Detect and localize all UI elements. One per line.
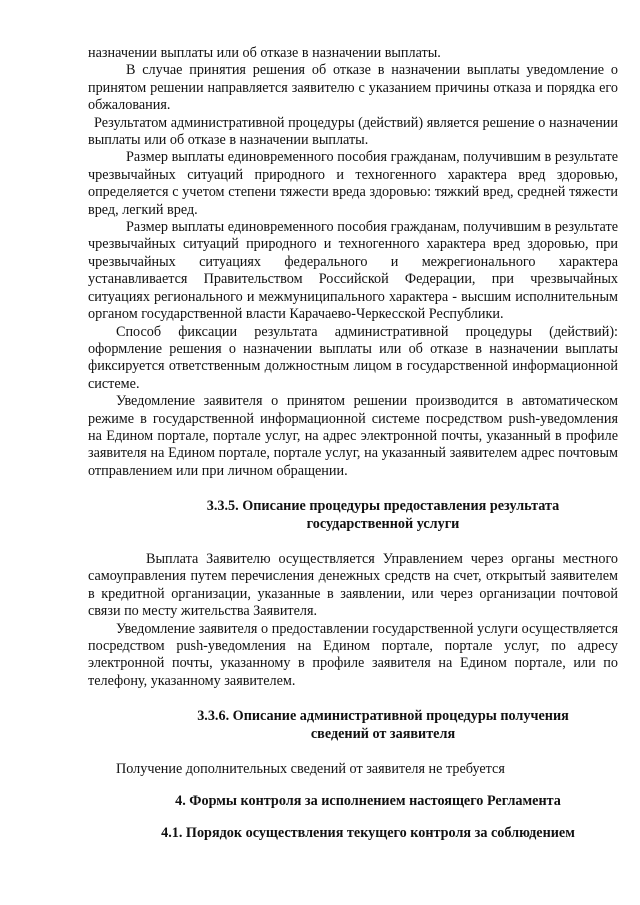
section-heading-4: 4. Формы контроля за исполнением настоящего Регламента bbox=[175, 793, 561, 810]
section-heading-3-3-5-line1: 3.3.5. Описание процедуры предоставления результата bbox=[206, 498, 560, 515]
paragraph-continuation: назначении выплаты или об отказе в назначении выплаты. bbox=[88, 45, 441, 61]
paragraph-no-additional-info: Получение дополнительных сведений от заявителя не требуется bbox=[116, 761, 505, 778]
paragraph-procedure-result: Результатом административной процедуры (действий) является решение о назначении выплаты или об отказе в назначении выплаты. bbox=[88, 114, 618, 149]
document-body bbox=[88, 45, 618, 842]
paragraph-payment-size-government: Размер выплаты единовременного пособия гражданам, получившим в результате чрезвычайных ситуаций природного и техногенного характера вред здоровью, при чрезвычайных ситуациях федерального и межрегионального характера устанавливается Правительством Российской Федерации, при чрезвычайных ситуациях регионального и межмуниципального характера - высшим исполнительным органом государственной власти Карачаево-Черкесской Республики. bbox=[88, 219, 618, 323]
section-heading-3-3-5 bbox=[88, 498, 618, 533]
section-heading-3-3-6-line1: 3.3.6. Описание административной процедуры получения bbox=[197, 708, 569, 725]
paragraph-service-notification: Уведомление заявителя о предоставлении государственной услуги осуществляется посредством push-уведомления на Едином портале, портале услуг, по адресу электронной почты, указанному в профиле заявителя на Едином портале, или по телефону, указанному заявителем. bbox=[88, 620, 618, 689]
paragraph-decision-notification: Уведомление заявителя о принятом решении производится в автоматическом режиме в государственной информационной системе посредством push-уведомления на Едином портале, портале услуг, на адрес электронной почты, указанный в профиле заявителя на Едином портале, портале услуг, на указанный заявителем адрес почтовым отправлением или при личном обращении. bbox=[88, 393, 618, 479]
section-heading-3-3-6 bbox=[88, 708, 618, 743]
section-heading-4-1: 4.1. Порядок осуществления текущего контроля за соблюдением bbox=[161, 824, 575, 841]
paragraph-result-fixation: Способ фиксации результата административной процедуры (действий): оформление решения о назначении выплаты или об отказе в назначении выплаты фиксируется ответственным должностным лицом в государственной информационной системе. bbox=[88, 323, 618, 392]
paragraph-refusal-notice: В случае принятия решения об отказе в назначении выплаты уведомление о принятом решении направляется заявителю с указанием причины отказа и порядка его обжалования. bbox=[88, 62, 618, 114]
section-heading-3-3-6-line2: сведений от заявителя bbox=[310, 725, 456, 742]
section-heading-3-3-5-line2: государственной услуги bbox=[306, 515, 460, 532]
paragraph-payment-size-severity: Размер выплаты единовременного пособия гражданам, получившим в результате чрезвычайных ситуаций природного и техногенного характера вред здоровью, определяется с учетом степени тяжести вреда здоровью: тяжкий вред, средней тяжести вред, легкий вред. bbox=[88, 149, 618, 218]
paragraph-payment-delivery: Выплата Заявителю осуществляется Управлением через органы местного самоуправления путем перечисления денежных средств на счет, открытый заявителем в кредитной организации, указанные в заявлении, или через организации почтовой связи по месту жительства Заявителя. bbox=[88, 550, 618, 620]
